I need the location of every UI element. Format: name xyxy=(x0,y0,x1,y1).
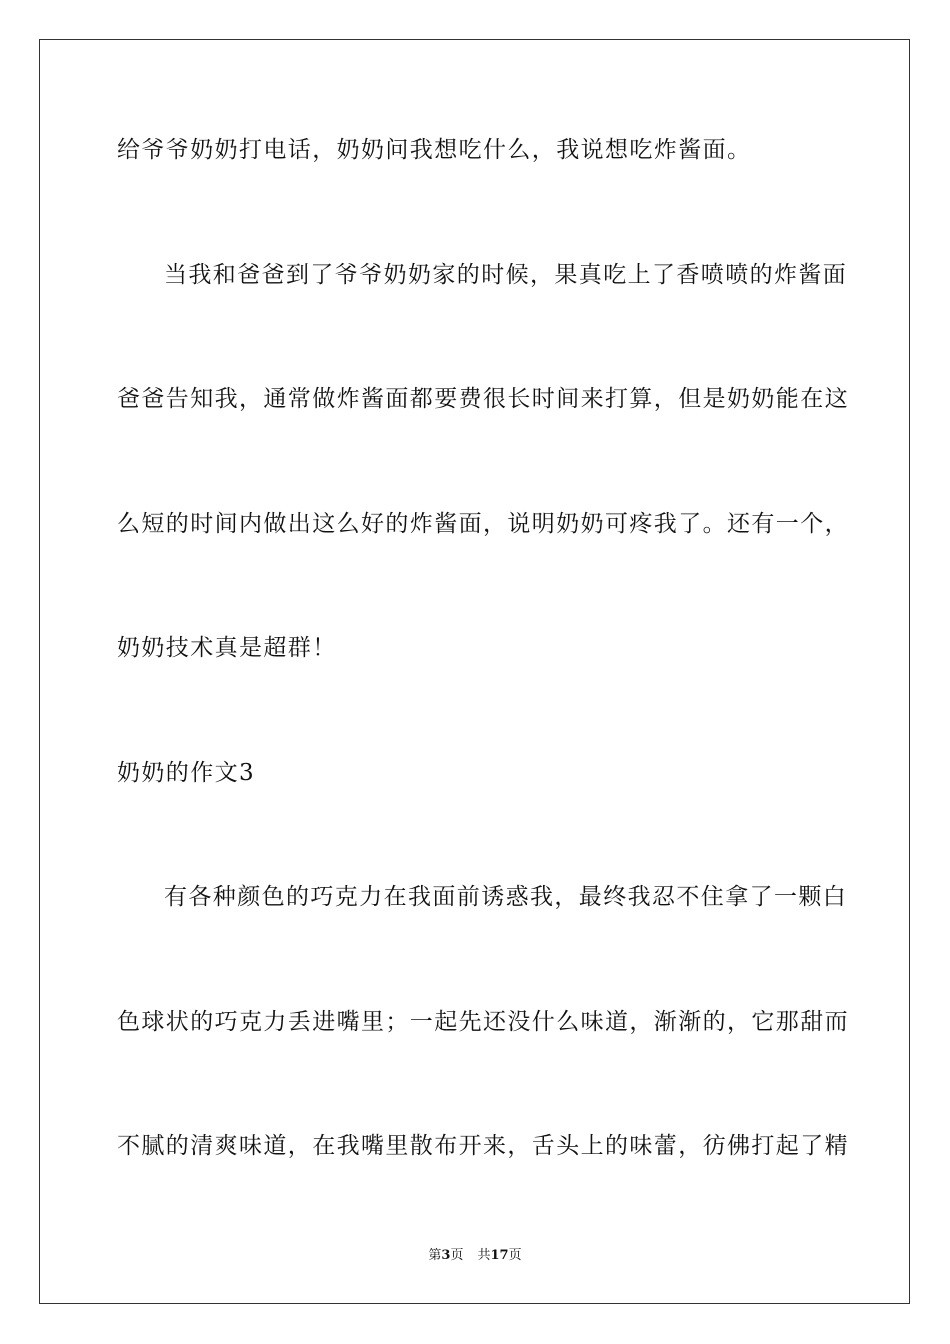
section-heading: 奶奶的作文3 xyxy=(117,760,256,786)
paragraph-2-line-1: 有各种颜色的巧克力在我面前诱惑我，最终我忍不住拿了一颗白 xyxy=(164,884,848,910)
paragraph-1-line-4: 奶奶技术真是超群！ xyxy=(117,635,337,661)
page-border xyxy=(39,39,910,1304)
page-label-suffix: 页 xyxy=(450,1248,464,1263)
paragraph-2-line-2: 色球状的巧克力丢进嘴里；一起先还没什么味道，渐渐的，它那甜而 xyxy=(117,1009,849,1035)
paragraph-1-line-1: 当我和爸爸到了爷爷奶奶家的时候，果真吃上了香喷喷的炸酱面 xyxy=(164,262,848,288)
paragraph-1-line-3: 么短的时间内做出这么好的炸酱面，说明奶奶可疼我了。还有一个， xyxy=(117,511,849,537)
page-number: 3 xyxy=(441,1248,451,1263)
text-line-1: 给爷爷奶奶打电话，奶奶问我想吃什么，我说想吃炸酱面。 xyxy=(117,137,752,163)
total-pages: 17 xyxy=(490,1248,509,1263)
total-label-suffix: 页 xyxy=(508,1248,522,1263)
page-footer xyxy=(0,1247,950,1265)
total-label-prefix: 共 xyxy=(477,1248,491,1263)
paragraph-2-line-3: 不腻的清爽味道，在我嘴里散布开来，舌头上的味蕾，彷佛打起了精 xyxy=(117,1133,849,1159)
page-label-prefix: 第 xyxy=(428,1248,442,1263)
paragraph-1-line-2: 爸爸告知我，通常做炸酱面都要费很长时间来打算，但是奶奶能在这 xyxy=(117,386,849,412)
